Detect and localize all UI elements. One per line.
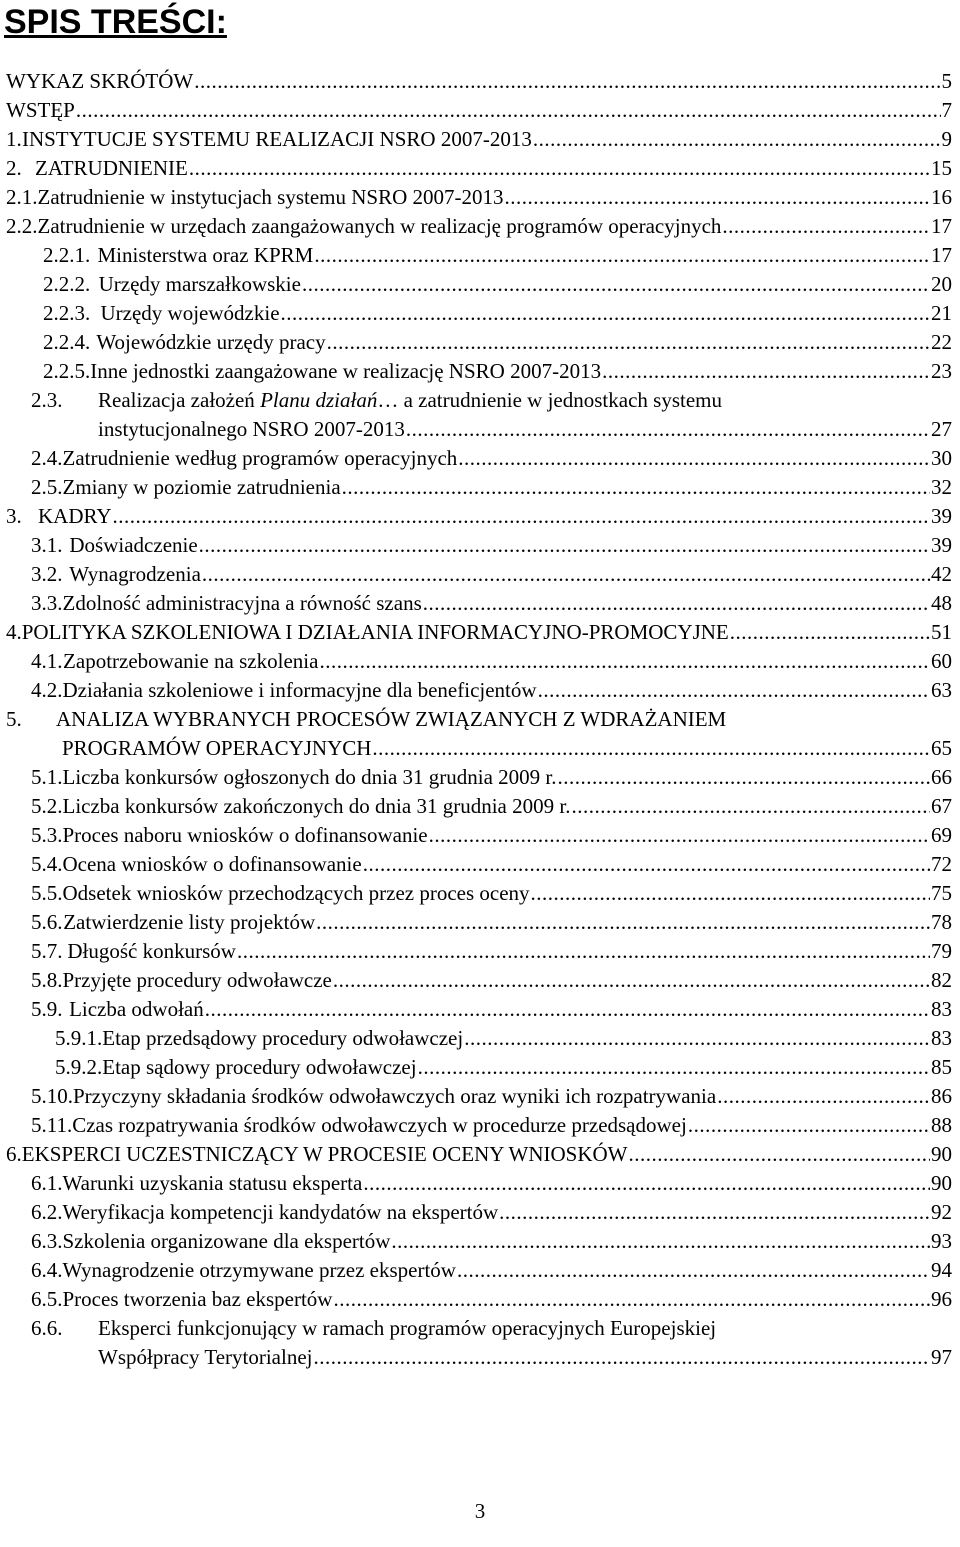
toc-entry-number: 3.1. xyxy=(31,533,63,557)
toc-entry-label: Eksperci funkcjonujący w ramach programów operacyjnych Europejskiej xyxy=(98,1316,717,1340)
toc-entry-number: 5. xyxy=(6,707,22,731)
toc-entry-label: Urzędy marszałkowskie xyxy=(98,272,301,296)
toc-entry-number: 6.2. xyxy=(31,1200,63,1224)
toc-entry-page: 96 xyxy=(931,1287,952,1311)
toc-entry-label: Realizacja założeń Planu działań… a zatrudnienie w jednostkach systemu xyxy=(98,388,722,412)
leader-dots xyxy=(533,125,941,153)
toc-entry[interactable] xyxy=(31,444,952,472)
toc-entry-label: Liczba konkursów ogłoszonych do dnia 31 grudnia 2009 r. xyxy=(62,765,557,789)
leader-dots xyxy=(342,473,930,501)
toc-entry-label: Inne jednostki zaangażowane w realizację NSRO 2007-2013 xyxy=(90,359,602,383)
leader-dots xyxy=(418,1053,930,1081)
leader-dots xyxy=(423,589,930,617)
toc-entry-number: 5.5. xyxy=(31,881,63,905)
leader-dots xyxy=(327,328,930,356)
toc-entry[interactable] xyxy=(31,473,952,501)
toc-entry-page: 17 xyxy=(931,214,952,238)
toc-entry-label: Weryfikacja kompetencji kandydatów na ekspertów xyxy=(62,1200,499,1224)
toc-entry[interactable] xyxy=(6,67,952,95)
toc-entry-label: Zmiany w poziomie zatrudnienia xyxy=(62,475,341,499)
page-number: 3 xyxy=(474,1499,486,1523)
toc-entry-label: Warunki uzyskania statusu eksperta xyxy=(62,1171,363,1195)
toc-entry-continuation[interactable] xyxy=(98,415,952,443)
toc-entry[interactable] xyxy=(31,1198,952,1226)
toc-entry-number: 2.4. xyxy=(31,446,63,470)
toc-entry-number: 2.5. xyxy=(31,475,63,499)
toc-entry-label: Ministerstwa oraz KPRM xyxy=(97,243,314,267)
leader-dots xyxy=(363,1169,930,1197)
toc-entry-number: 5.9.2. xyxy=(55,1055,103,1079)
toc-entry-number: 5.7. xyxy=(31,939,63,963)
leader-dots xyxy=(505,183,930,211)
toc-entry-page: 82 xyxy=(931,968,952,992)
toc-entry[interactable] xyxy=(31,937,952,965)
leader-dots xyxy=(538,676,930,704)
leader-dots xyxy=(76,96,941,124)
leader-dots xyxy=(314,241,930,269)
toc-entry-label: WYKAZ SKRÓTÓW xyxy=(6,69,194,93)
toc-entry[interactable] xyxy=(31,1082,952,1110)
toc-entry-page: 39 xyxy=(931,504,952,528)
toc-entry-number: 5.3. xyxy=(31,823,63,847)
toc-entry[interactable] xyxy=(31,1227,952,1255)
leader-dots xyxy=(189,154,930,182)
toc-entry-page: 69 xyxy=(931,823,952,847)
leader-dots xyxy=(202,560,930,588)
toc-entry-number: 5.10. xyxy=(31,1084,73,1108)
toc-entry-label: EKSPERCI UCZESTNICZĄCY W PROCESIE OCENY WNIOSKÓW xyxy=(21,1142,628,1166)
leader-dots xyxy=(205,995,930,1023)
toc-entry-number: 3.3. xyxy=(31,591,63,615)
toc-entry-number: 2.1. xyxy=(6,185,38,209)
leader-dots xyxy=(333,966,930,994)
toc-entry[interactable] xyxy=(31,531,952,559)
toc-entry-label: Czas rozpatrywania środków odwoławczych w procedurze przedsądowej xyxy=(72,1113,687,1137)
toc-entry-page: 94 xyxy=(931,1258,952,1282)
leader-dots xyxy=(391,1227,930,1255)
toc-entry-page: 86 xyxy=(931,1084,952,1108)
toc-entry-page: 16 xyxy=(931,185,952,209)
toc-entry[interactable] xyxy=(31,763,952,791)
toc-entry-label: Wynagrodzenie otrzymywane przez ekspertów xyxy=(62,1258,456,1282)
toc-entry-page: 67 xyxy=(931,794,952,818)
toc-entry-number: 2.3. xyxy=(31,388,63,412)
toc-entry-label: Ocena wniosków o dofinansowanie xyxy=(62,852,362,876)
toc-entry[interactable] xyxy=(31,589,952,617)
toc-entry-page: 48 xyxy=(931,591,952,615)
toc-entry-label: Przyjęte procedury odwoławcze xyxy=(62,968,332,992)
leader-dots xyxy=(237,937,930,965)
toc-entry-page: 72 xyxy=(931,852,952,876)
toc-entry[interactable] xyxy=(31,676,952,704)
toc-entry-page: 51 xyxy=(931,620,952,644)
toc-entry[interactable] xyxy=(43,357,952,385)
toc-entry-page: 97 xyxy=(931,1345,952,1369)
toc-entry-label: Wojewódzkie urzędy pracy xyxy=(96,330,326,354)
toc-entry-number: 2. xyxy=(6,156,22,180)
toc-entry-continuation[interactable] xyxy=(62,734,952,762)
toc-entry[interactable] xyxy=(31,1169,952,1197)
toc-entry-page: 93 xyxy=(931,1229,952,1253)
leader-dots xyxy=(531,879,930,907)
toc-entry-number: 2.2.1. xyxy=(43,243,91,267)
toc-entry-label: Proces naboru wniosków o dofinansowanie xyxy=(62,823,428,847)
toc-entry-label: Doświadczenie xyxy=(69,533,198,557)
toc-entry-page: 23 xyxy=(931,359,952,383)
toc-entry-label: Zatrudnienie w instytucjach systemu NSRO 2007-2013 xyxy=(37,185,504,209)
toc-entry-page: 39 xyxy=(931,533,952,557)
toc-entry-page: 83 xyxy=(931,1026,952,1050)
toc-entry-number: 6.4. xyxy=(31,1258,63,1282)
leader-dots xyxy=(571,792,930,820)
leader-dots xyxy=(722,212,930,240)
toc-entry-page: 75 xyxy=(931,881,952,905)
toc-entry[interactable] xyxy=(31,1285,952,1313)
toc-entry-page: 60 xyxy=(931,649,952,673)
toc-entry-label: Współpracy Terytorialnej xyxy=(98,1345,313,1369)
leader-dots xyxy=(363,850,930,878)
toc-entry-label: Przyczyny składania środków odwoławczych oraz wyniki ich rozpatrywania xyxy=(73,1084,717,1108)
toc-entry-number: 6.5. xyxy=(31,1287,63,1311)
toc-entry[interactable] xyxy=(31,966,952,994)
leader-dots xyxy=(457,1256,930,1284)
leader-dots xyxy=(558,763,931,791)
toc-entry-number: 2.2.5. xyxy=(43,359,91,383)
leader-dots xyxy=(688,1111,930,1139)
toc-entry[interactable] xyxy=(6,96,952,124)
toc-entry-number: 4.1. xyxy=(31,649,63,673)
toc-entry-page: 15 xyxy=(931,156,952,180)
toc-entry-number: 6. xyxy=(6,1142,22,1166)
leader-dots xyxy=(406,415,930,443)
toc-entry-page: 32 xyxy=(931,475,952,499)
toc-entry[interactable] xyxy=(6,618,952,646)
toc-entry-continuation[interactable] xyxy=(98,1343,952,1371)
leader-dots xyxy=(319,647,930,675)
toc-entry[interactable] xyxy=(6,183,952,211)
leader-dots xyxy=(730,618,930,646)
toc-entry-label: Zapotrzebowanie na szkolenia xyxy=(63,649,319,673)
toc-entry-page: 9 xyxy=(941,127,952,151)
toc-entry[interactable] xyxy=(31,821,952,849)
toc-entry-page: 63 xyxy=(931,678,952,702)
toc-entry[interactable] xyxy=(31,908,952,936)
leader-dots xyxy=(302,270,930,298)
toc-entry-label: WSTĘP xyxy=(6,98,75,122)
toc-entry-number: 3. xyxy=(6,504,22,528)
toc-entry-number: 6.1. xyxy=(31,1171,63,1195)
toc-entry-number: 5.9. xyxy=(31,997,63,1021)
toc-entry[interactable] xyxy=(43,328,952,356)
toc-entry-label: ANALIZA WYBRANYCH PROCESÓW ZWIĄZANYCH Z WDRAŻANIEM xyxy=(56,707,727,731)
toc-entry[interactable] xyxy=(31,386,952,414)
toc-entry-page: 90 xyxy=(931,1142,952,1166)
toc-entry-label: ZATRUDNIENIE xyxy=(35,156,188,180)
toc-entry-label: Wynagrodzenia xyxy=(69,562,201,586)
toc-entry-page: 85 xyxy=(931,1055,952,1079)
toc-entry[interactable] xyxy=(31,879,952,907)
toc-entry[interactable] xyxy=(31,1314,952,1342)
toc-entry-label: INSTYTUCJE SYSTEMU REALIZACJI NSRO 2007-2013 xyxy=(21,127,532,151)
leader-dots xyxy=(628,1140,930,1168)
toc-entry[interactable] xyxy=(43,241,952,269)
toc-entry-label: Zatwierdzenie listy projektów xyxy=(63,910,316,934)
toc-entry-page: 22 xyxy=(931,330,952,354)
toc-entry-page: 20 xyxy=(931,272,952,296)
toc-entry-label: Liczba konkursów zakończonych do dnia 31 grudnia 2009 r. xyxy=(62,794,571,818)
toc-entry-number: 2.2.4. xyxy=(43,330,91,354)
toc-entry-label: Urzędy wojewódzkie xyxy=(100,301,280,325)
toc-entry-page: 7 xyxy=(941,98,952,122)
leader-dots xyxy=(194,67,940,95)
toc-entry-page: 79 xyxy=(931,939,952,963)
toc-entry-label: Szkolenia organizowane dla ekspertów xyxy=(62,1229,391,1253)
leader-dots xyxy=(333,1285,930,1313)
toc-entry-page: 30 xyxy=(931,446,952,470)
leader-dots xyxy=(281,299,930,327)
toc-entry-page: 65 xyxy=(931,736,952,760)
toc-entry-page: 90 xyxy=(931,1171,952,1195)
toc-entry-label: Zatrudnienie według programów operacyjnych xyxy=(62,446,458,470)
leader-dots xyxy=(499,1198,930,1226)
leader-dots xyxy=(313,1343,930,1371)
toc-entry[interactable] xyxy=(43,270,952,298)
toc-entry[interactable] xyxy=(31,1111,952,1139)
toc-entry-number: 5.1. xyxy=(31,765,63,789)
toc-entry[interactable] xyxy=(6,502,952,530)
toc-entry-label: Proces tworzenia baz ekspertów xyxy=(62,1287,333,1311)
toc-entry[interactable] xyxy=(31,647,952,675)
toc-entry[interactable] xyxy=(55,1024,952,1052)
leader-dots xyxy=(429,821,930,849)
toc-entry[interactable] xyxy=(55,1053,952,1081)
toc-entry-label: POLITYKA SZKOLENIOWA I DZIAŁANIA INFORMACYJNO-PROMOCYJNE xyxy=(21,620,729,644)
toc-entry-number: 5.4. xyxy=(31,852,63,876)
toc-entry-label: PROGRAMÓW OPERACYJNYCH xyxy=(62,736,372,760)
toc-entry-label: Zdolność administracyjna a równość szans xyxy=(62,591,422,615)
leader-dots xyxy=(199,531,930,559)
toc-entry-label: Odsetek wniosków przechodzących przez proces oceny xyxy=(62,881,530,905)
toc-entry-number: 4.2. xyxy=(31,678,63,702)
leader-dots xyxy=(316,908,930,936)
toc-entry[interactable] xyxy=(31,995,952,1023)
toc-entry-number: 4. xyxy=(6,620,22,644)
leader-dots xyxy=(717,1082,930,1110)
toc-entry-label: KADRY xyxy=(38,504,112,528)
toc-entry-number: 2.2. xyxy=(6,214,38,238)
toc-entry-number: 5.2. xyxy=(31,794,63,818)
leader-dots xyxy=(458,444,930,472)
toc-entry-label: Działania szkoleniowe i informacyjne dla beneficjentów xyxy=(62,678,537,702)
toc-entry-page: 92 xyxy=(931,1200,952,1224)
toc-entry[interactable] xyxy=(31,850,952,878)
leader-dots xyxy=(464,1024,930,1052)
toc-entry-number: 1. xyxy=(6,127,22,151)
toc-entry-number: 3.2. xyxy=(31,562,63,586)
toc-entry[interactable] xyxy=(6,154,952,182)
toc-entry-label: Liczba odwołań xyxy=(69,997,204,1021)
toc-entry[interactable] xyxy=(6,212,952,240)
toc-entry[interactable] xyxy=(6,125,952,153)
page-title: SPIS TREŚCI: xyxy=(4,3,227,41)
toc-entry-page: 88 xyxy=(931,1113,952,1137)
toc-entry[interactable] xyxy=(43,299,952,327)
leader-dots xyxy=(113,502,930,530)
toc-entry-label: Długość konkursów xyxy=(67,939,236,963)
toc-entry-page: 78 xyxy=(931,910,952,934)
toc-entry-label: Etap przedsądowy procedury odwoławczej xyxy=(102,1026,464,1050)
toc-entry-label: Etap sądowy procedury odwoławczej xyxy=(102,1055,417,1079)
toc-entry-number: 5.8. xyxy=(31,968,63,992)
toc-entry-page: 5 xyxy=(941,69,952,93)
toc-entry-page: 17 xyxy=(931,243,952,267)
toc-entry-label: Zatrudnienie w urzędach zaangażowanych w realizację programów operacyjnych xyxy=(37,214,722,238)
toc-entry-number: 6.6. xyxy=(31,1316,63,1340)
toc-entry-number: 5.9.1. xyxy=(55,1026,103,1050)
toc-entry[interactable] xyxy=(6,705,952,733)
toc-entry-number: 6.3. xyxy=(31,1229,63,1253)
toc-entry-number: 5.6. xyxy=(31,910,63,934)
toc-entry-number: 2.2.2. xyxy=(43,272,91,296)
toc-entry-number: 5.11. xyxy=(31,1113,73,1137)
toc-entry[interactable] xyxy=(31,792,952,820)
toc-entry-page: 21 xyxy=(931,301,952,325)
toc-entry-number: 2.2.3. xyxy=(43,301,91,325)
toc-entry-page: 42 xyxy=(931,562,952,586)
toc-entry-page: 66 xyxy=(931,765,952,789)
toc-entry-page: 83 xyxy=(931,997,952,1021)
toc-entry-label: instytucjonalnego NSRO 2007-2013 xyxy=(98,417,405,441)
leader-dots xyxy=(602,357,930,385)
leader-dots xyxy=(372,734,930,762)
toc-entry-page: 27 xyxy=(931,417,952,441)
toc-entry[interactable] xyxy=(31,1256,952,1284)
toc-entry[interactable] xyxy=(31,560,952,588)
toc-entry[interactable] xyxy=(6,1140,952,1168)
